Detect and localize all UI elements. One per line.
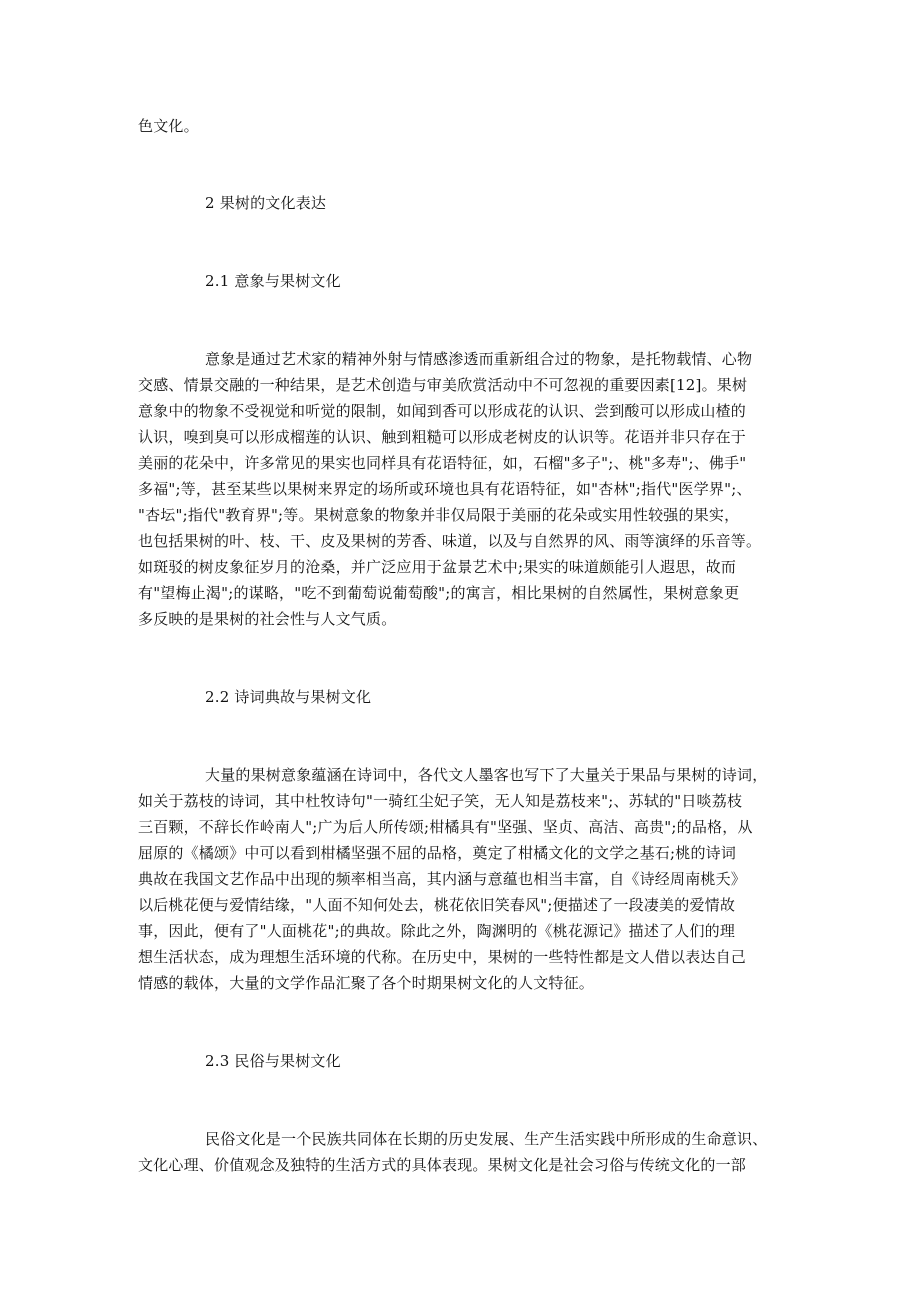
paragraph-line: 典故在我国文艺作品中出现的频率相当高，其内涵与意蕴也相当丰富，自《诗经周南桃夭》 — [138, 870, 747, 888]
intro-tail-text: 色文化。 — [138, 117, 199, 135]
paragraph-line: "杏坛";指代"教育界";等。果树意象的物象并非仅局限于美丽的花朵或实用性较强的果实， — [138, 506, 740, 524]
paragraph-line: 情感的载体，大量的文学作品汇聚了各个时期果树文化的人文特征。 — [138, 974, 595, 992]
paragraph-line: 意象是通过艺术家的精神外射与情感渗透而重新组合过的物象，是托物载情、心物 — [205, 350, 753, 368]
section-heading-2-1: 2.1 意象与果树文化 — [205, 272, 341, 290]
paragraph-line: 如关于荔枝的诗词，其中杜牧诗句"一骑红尘妃子笑，无人知是荔枝来";、苏轼的"日啖荔枝 — [138, 792, 743, 810]
paragraph-line: 认识，嗅到臭可以形成榴莲的认识、触到粗糙可以形成老树皮的认识等。花语并非只存在于 — [138, 428, 747, 446]
paragraph-line: 如斑驳的树皮象征岁月的沧桑，并广泛应用于盆景艺术中;果实的味道颇能引人遐思，故而 — [138, 558, 737, 576]
paragraph-line: 屈原的《橘颂》中可以看到柑橘坚强不屈的品格，奠定了柑橘文化的文学之基石;桃的诗词 — [138, 844, 737, 862]
paragraph-line: 想生活状态，成为理想生活环境的代称。在历史中，果树的一些特性都是文人借以表达自己 — [138, 948, 747, 966]
paragraph-line: 以后桃花便与爱情结缘，"人面不知何处去，桃花依旧笑春风";便描述了一段凄美的爱情故 — [138, 896, 736, 914]
paragraph-line: 美丽的花朵中，许多常见的果实也同样具有花语特征，如，石榴"多子";、桃"多寿";、佛手" — [138, 454, 747, 472]
paragraph-line: 三百颗，不辞长作岭南人";广为后人所传颂;柑橘具有"坚强、坚贞、高洁、高贵";的品格，从 — [138, 818, 753, 836]
section-heading-2-2: 2.2 诗词典故与果树文化 — [205, 688, 372, 706]
paragraph-line: 事，因此，便有了"人面桃花";的典故。除此之外，陶渊明的《桃花源记》描述了人们的理 — [138, 922, 736, 940]
paragraph-line: 多反映的是果树的社会性与人文气质。 — [138, 610, 397, 628]
section-heading-2: 2 果树的文化表达 — [205, 194, 327, 212]
section-heading-2-3: 2.3 民俗与果树文化 — [205, 1052, 341, 1070]
paragraph-line: 有"望梅止渴";的谋略，"吃不到葡萄说葡萄酸";的寓言，相比果树的自然属性，果树意象更 — [138, 584, 740, 602]
paragraph-line: 意象中的物象不受视觉和听觉的限制，如闻到香可以形成花的认识、尝到酸可以形成山楂的 — [138, 402, 747, 420]
paragraph-line: 多福";等，甚至某些以果树来界定的场所或环境也具有花语特征，如"杏林";指代"医学界";、 — [138, 480, 752, 498]
paragraph-line: 文化心理、价值观念及独特的生活方式的具体表现。果树文化是社会习俗与传统文化的一部 — [138, 1156, 747, 1174]
paragraph-line: 交感、情景交融的一种结果，是艺术创造与审美欣赏活动中不可忽视的重要因素[12]。果树 — [138, 376, 748, 394]
paragraph-line: 大量的果树意象蕴涵在诗词中，各代文人墨客也写下了大量关于果品与果树的诗词， — [205, 766, 768, 784]
paragraph-line: 也包括果树的叶、枝、干、皮及果树的芳香、味道，以及与自然界的风、雨等演绎的乐音等。 — [138, 532, 762, 550]
paragraph-line: 民俗文化是一个民族共同体在长期的历史发展、生产生活实践中所形成的生命意识、 — [205, 1130, 768, 1148]
